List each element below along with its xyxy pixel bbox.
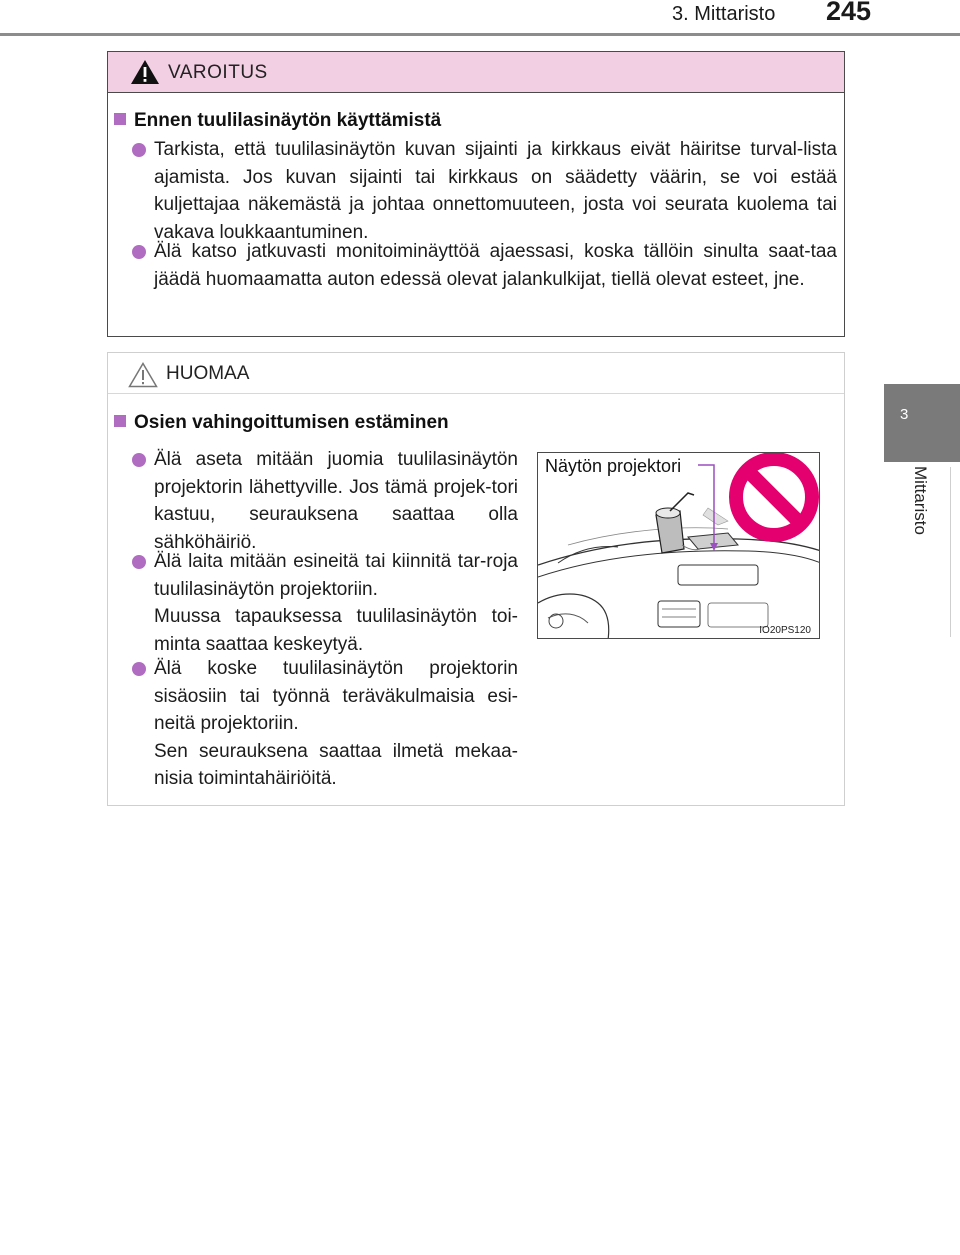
bullet-dot-icon bbox=[132, 555, 146, 569]
warning-section-title bbox=[114, 110, 441, 132]
section-square-icon bbox=[114, 415, 126, 427]
bullet-dot-icon bbox=[132, 453, 146, 467]
notice-bullet-text: Älä laita mitään esineitä tai kiinnitä tar-roja tuulilasinäytön projektoriin. bbox=[154, 551, 518, 600]
warning-section-title-text: Ennen tuulilasinäytön käyttämistä bbox=[134, 110, 442, 131]
page-number: 245 bbox=[826, 0, 872, 26]
section-square-icon bbox=[114, 113, 126, 125]
warning-title: VAROITUS bbox=[168, 62, 268, 83]
warning-header bbox=[108, 52, 844, 93]
notice-bullet bbox=[154, 548, 518, 658]
projector-figure bbox=[537, 452, 820, 639]
warning-bullet bbox=[154, 136, 837, 246]
notice-bullet bbox=[154, 655, 518, 793]
notice-section-title bbox=[114, 412, 449, 434]
warning-bullet bbox=[154, 238, 837, 293]
caution-triangle-icon bbox=[128, 362, 158, 388]
notice-bullet bbox=[154, 446, 518, 556]
header-rule bbox=[0, 33, 960, 36]
side-tab[interactable] bbox=[884, 384, 960, 462]
side-divider bbox=[950, 467, 951, 637]
chapter-title: 3. Mittaristo bbox=[672, 3, 776, 25]
figure-code: IO20PS120 bbox=[759, 625, 811, 636]
bullet-dot-icon bbox=[132, 143, 146, 157]
notice-header bbox=[108, 353, 844, 394]
warning-bullet-text: Älä katso jatkuvasti monitoiminäyttöä ajaessasi, koska tällöin sinulta saat-taa jäädä huomaamatta auton edessä olevat jalankulkijat, tiellä olevat esteet, jne. bbox=[154, 241, 837, 290]
bullet-dot-icon bbox=[132, 662, 146, 676]
side-tab-number: 3 bbox=[900, 406, 909, 423]
notice-bullet-text: Älä aseta mitään juomia tuulilasinäytön projektorin lähettyville. Jos tämä projek-tori kastuu, seurauksena saattaa olla sähköhäiriö. bbox=[154, 449, 518, 553]
side-tab-label: Mittaristo bbox=[911, 466, 930, 535]
bullet-dot-icon bbox=[132, 245, 146, 259]
figure-label: Näytön projektori bbox=[545, 456, 682, 476]
notice-bullet-text: Älä koske tuulilasinäytön projektorin sisäosiin tai työnnä teräväkulmaisia esi-neitä projektoriin. bbox=[154, 658, 518, 734]
dashboard-illustration bbox=[538, 453, 820, 639]
warning-triangle-icon bbox=[130, 59, 160, 85]
notice-bullet-text: Muussa tapauksessa tuulilasinäytön toi-minta saattaa keskeytyä. bbox=[154, 606, 518, 655]
notice-section-title-text: Osien vahingoittumisen estäminen bbox=[134, 412, 449, 433]
notice-title: HUOMAA bbox=[166, 363, 250, 384]
warning-bullet-text: Tarkista, että tuulilasinäytön kuvan sijainti ja kirkkaus eivät häiritse turval-lista ajamista. Jos kuvan sijainti tai kirkkaus on säädetty väärin, se voi estää kuljettajaa näkemästä ja johtaa onnettomuuteen, josta voi seurata kuolema tai vakava loukkaantuminen. bbox=[154, 139, 837, 243]
notice-bullet-text: Sen seurauksena saattaa ilmetä mekaa-nisia toimintahäiriöitä. bbox=[154, 740, 518, 789]
